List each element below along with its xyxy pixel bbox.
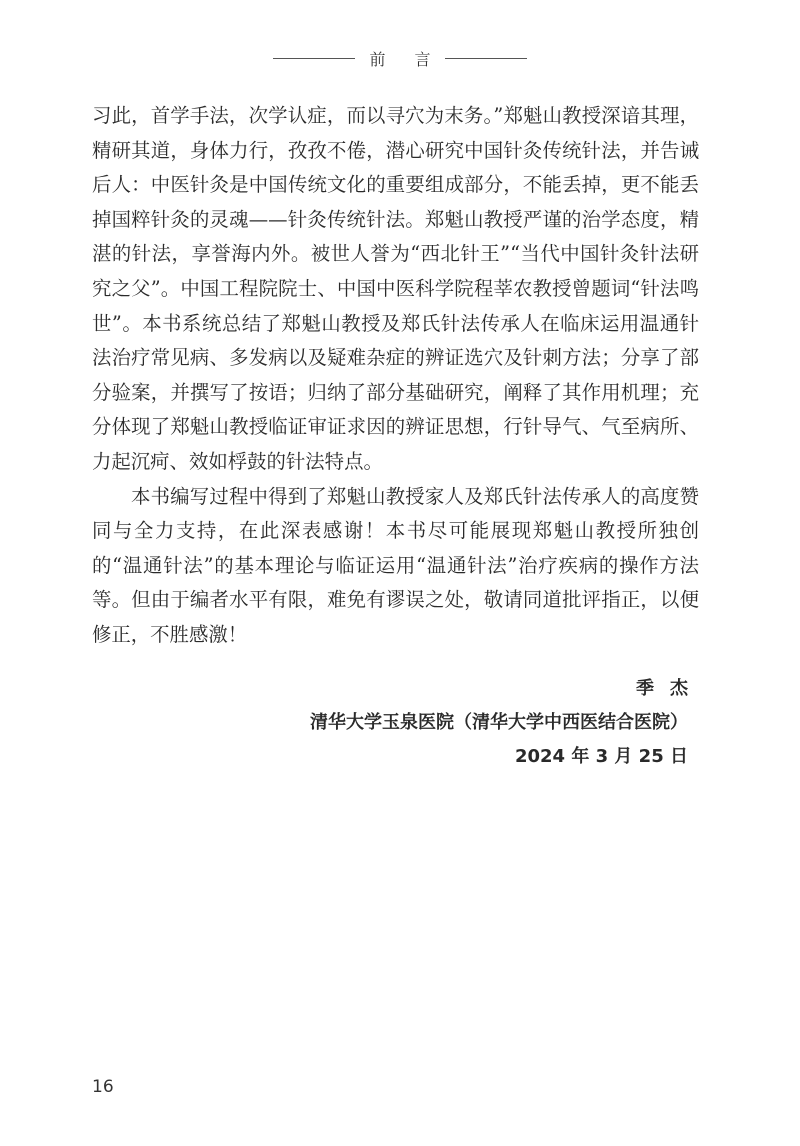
preface-body xyxy=(92,99,699,653)
author-affiliation: 清华大学玉泉医院（清华大学中西医结合医院） xyxy=(310,712,688,733)
header-rule-right xyxy=(445,58,527,59)
paragraph-continued: 习此，首学手法，次学认症，而以寻穴为末务。”郑魁山教授深谙其理，精研其道，身体力行，孜孜不倦，潜心研究中国针灸传统针法，并告诫后人：中医针灸是中国传统文化的重要组成部分，不能丢掉，更不能丢掉国粹针灸的灵魂——针灸传统针法。郑魁山教授严谨的治学态度，精湛的针法，享誉海内外。被世人誉为“西北针王”“当代中国针灸针法研究之父”。中国工程院院士、中国中医科学院程莘农教授曾题词“针法鸣世”。本书系统总结了郑魁山教授及郑氏针法传承人在临床运用温通针法治疗常见病、多发病以及疑难杂症的辨证选穴及针刺方法；分享了部分验案，并撰写了按语；归纳了部分基础研究，阐释了其作用机理；充分体现了郑魁山教授临证审证求因的辨证思想，行针导气、气至病所、力起沉疴、效如桴鼓的针法特点。 xyxy=(92,104,699,473)
author-name: 季杰 xyxy=(636,678,704,699)
signature-block xyxy=(310,672,704,774)
header-title: 前 言 xyxy=(369,49,443,69)
signature-date: 2024 年 3 月 25 日 xyxy=(514,746,688,767)
page-number: 16 xyxy=(92,1077,114,1097)
paragraph-acknowledgement: 本书编写过程中得到了郑魁山教授家人及郑氏针法传承人的高度赞同与全力支持，在此深表感谢！本书尽可能展现郑魁山教授所独创的“温通针法”的基本理论与临证运用“温通针法”治疗疾病的操作方法等。但由于编者水平有限，难免有谬误之处，敬请同道批评指正，以便修正，不胜感激！ xyxy=(92,484,699,646)
running-header xyxy=(0,46,800,70)
header-rule-left xyxy=(273,58,355,59)
